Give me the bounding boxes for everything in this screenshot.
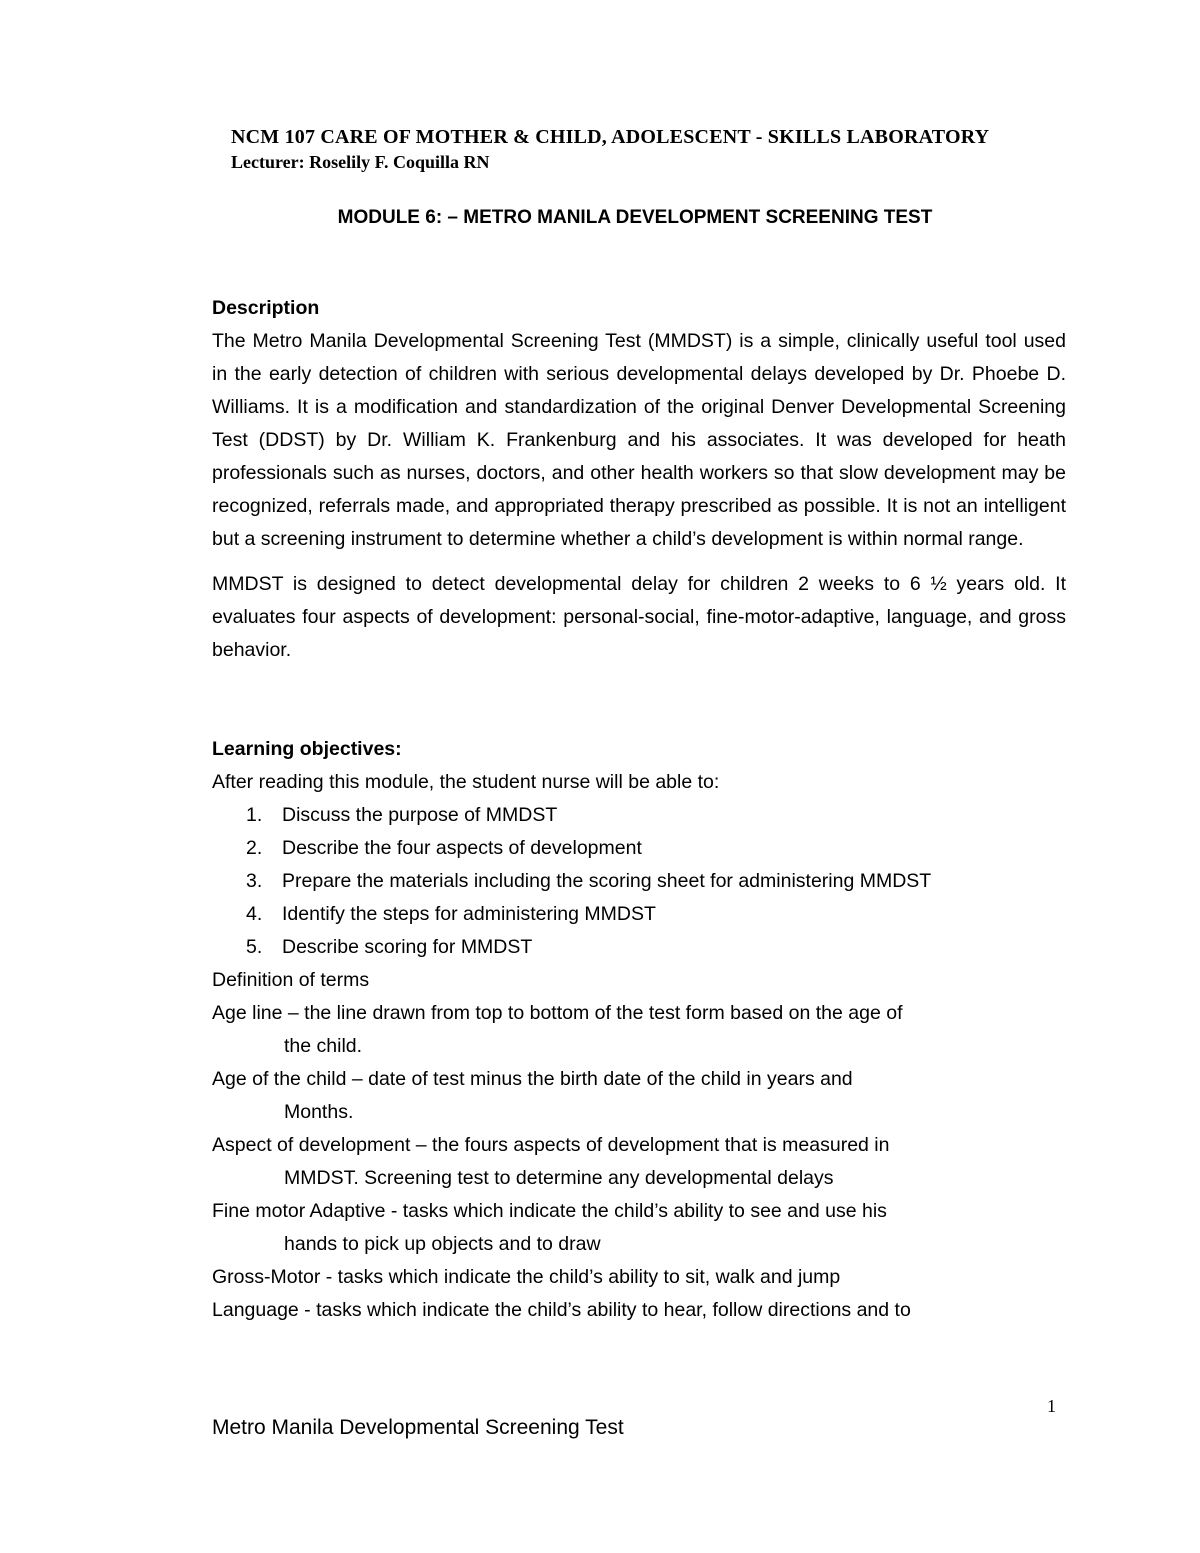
list-item-number: 3. bbox=[246, 870, 263, 892]
description-paragraph-2: MMDST is designed to detect developmental delay for children 2 weeks to 6 ½ years old. It evaluates four aspects of development: personal-social, fine-motor-adaptive, language, and gross behavior. bbox=[212, 573, 1066, 661]
term-fine-motor-adaptive bbox=[212, 1195, 1066, 1261]
lecturer-line: Lecturer: Roselily F. Coquilla RN bbox=[231, 152, 490, 172]
list-item-number: 5. bbox=[246, 936, 263, 958]
term-gross-motor bbox=[212, 1261, 1066, 1294]
description-heading: Description bbox=[212, 297, 320, 319]
list-item bbox=[212, 931, 1066, 964]
list-item-text: Discuss the purpose of MMDST bbox=[282, 804, 558, 826]
objectives-list bbox=[212, 799, 1066, 964]
term-age-of-child bbox=[212, 1063, 1066, 1129]
list-item-number: 4. bbox=[246, 903, 263, 925]
term-text: Gross-Motor - tasks which indicate the child’s ability to sit, walk and jump bbox=[212, 1266, 841, 1288]
list-item-text: Prepare the materials including the scoring sheet for administering MMDST bbox=[282, 870, 932, 892]
term-text: Fine motor Adaptive - tasks which indicate the child’s ability to see and use his bbox=[212, 1200, 887, 1222]
term-age-line bbox=[212, 997, 1066, 1063]
term-continuation: Months. bbox=[284, 1101, 354, 1123]
list-item bbox=[212, 832, 1066, 865]
list-item bbox=[212, 898, 1066, 931]
list-item-number: 2. bbox=[246, 837, 263, 859]
list-item-number: 1. bbox=[246, 804, 263, 826]
term-text: Age line – the line drawn from top to bottom of the test form based on the age of bbox=[212, 1002, 903, 1024]
list-item bbox=[212, 799, 1066, 832]
document-body bbox=[212, 292, 1066, 1327]
list-item-text: Identify the steps for administering MMDST bbox=[282, 903, 656, 925]
definitions-heading: Definition of terms bbox=[212, 969, 370, 991]
term-text: Aspect of development – the fours aspects of development that is measured in bbox=[212, 1134, 890, 1156]
objectives-heading: Learning objectives: bbox=[212, 738, 402, 760]
page-number: 1 bbox=[1047, 1396, 1056, 1416]
term-continuation: hands to pick up objects and to draw bbox=[284, 1233, 601, 1255]
term-continuation: MMDST. Screening test to determine any developmental delays bbox=[284, 1167, 834, 1189]
description-paragraph-1: The Metro Manila Developmental Screening Test (MMDST) is a simple, clinically useful tool used in the early detection of children with serious developmental delays developed by Dr. Phoebe D. Williams. It is a modification and standardization of the original Denver Developmental Screening Test (DDST) by Dr. William K. Frankenburg and his associates. It was developed for heath professionals such as nurses, doctors, and other health workers so that slow development may be recognized, referrals made, and appropriated therapy prescribed as possible. It is not an intelligent but a screening instrument to determine whether a child’s development is within normal range. bbox=[212, 330, 1066, 550]
list-item-text: Describe scoring for MMDST bbox=[282, 936, 533, 958]
list-item bbox=[212, 865, 1066, 898]
term-text: Age of the child – date of test minus the birth date of the child in years and bbox=[212, 1068, 853, 1090]
term-continuation: the child. bbox=[284, 1035, 363, 1057]
term-text: Language - tasks which indicate the child’s ability to hear, follow directions and to bbox=[212, 1299, 911, 1321]
term-language bbox=[212, 1294, 1066, 1327]
module-title: MODULE 6: – METRO MANILA DEVELOPMENT SCREENING TEST bbox=[337, 207, 933, 228]
objectives-intro: After reading this module, the student nurse will be able to: bbox=[212, 771, 720, 793]
footer-title: Metro Manila Developmental Screening Test bbox=[212, 1416, 624, 1439]
term-aspect-of-development bbox=[212, 1129, 1066, 1195]
course-title: NCM 107 CARE OF MOTHER & CHILD, ADOLESCENT - SKILLS LABORATORY bbox=[231, 126, 990, 148]
section-spacer bbox=[212, 667, 1066, 733]
list-item-text: Describe the four aspects of development bbox=[282, 837, 642, 859]
